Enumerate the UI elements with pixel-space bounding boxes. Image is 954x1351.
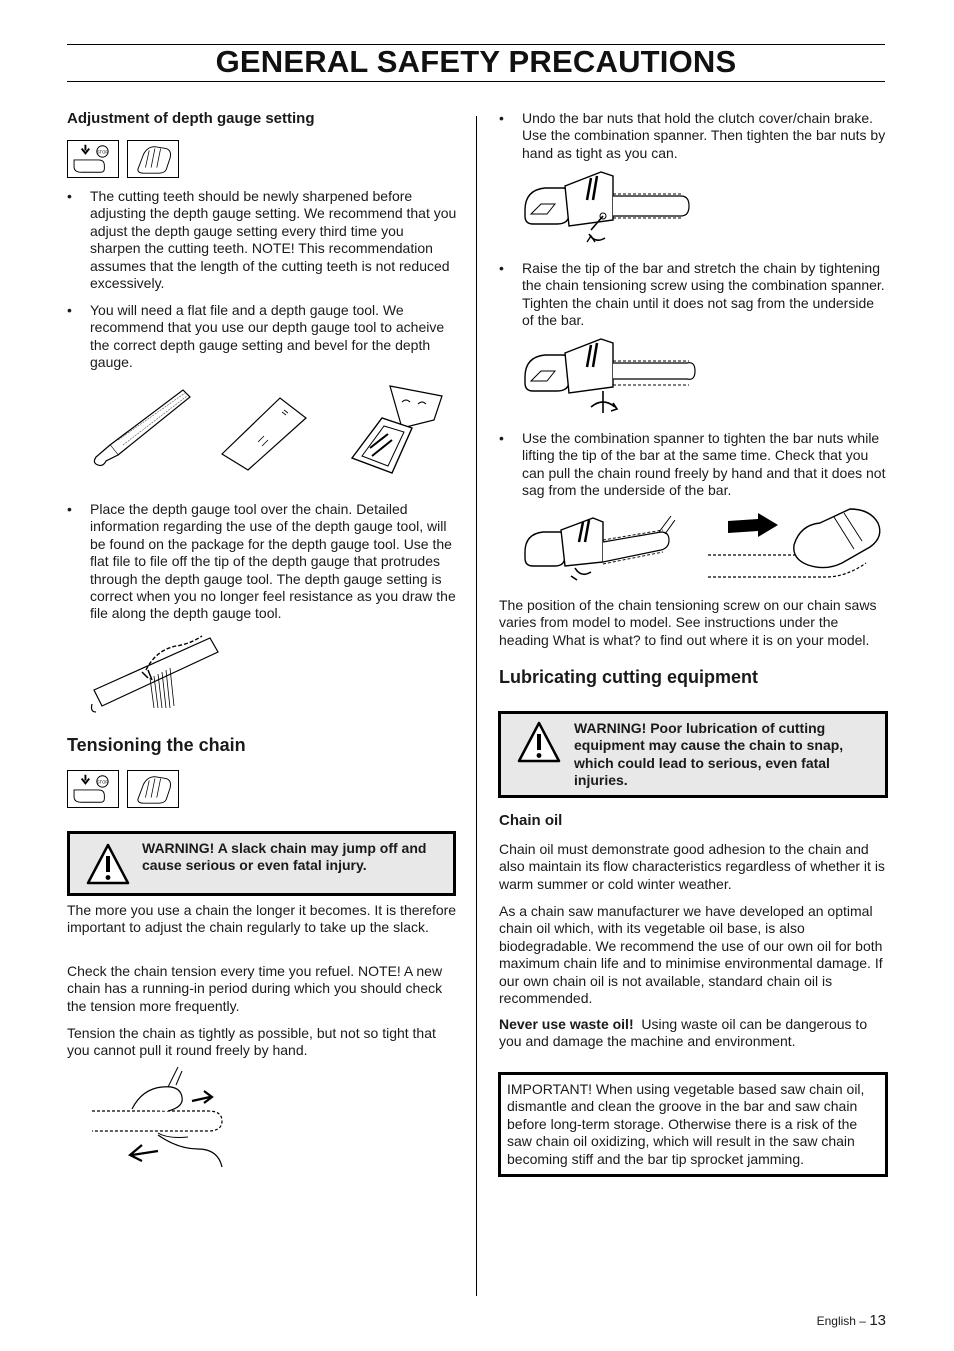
page-number: 13 [869, 1312, 886, 1329]
depth-gauge-heading: Adjustment of depth gauge setting [67, 110, 315, 127]
chain-oil-paragraph: As a chain saw manufacturer we have developed an optimal chain oil which, with its vegetable oil base, is also biodegradable. We recommend the use of our own oil for both maximum chain life and to minimise environmental damage. If our own chain oil is not available, standard chain oil is recommended. [499, 903, 883, 1007]
column-divider [476, 116, 477, 1296]
stop-label: STOP [96, 779, 109, 785]
glove-icon [127, 140, 179, 178]
flat-file-illustration [88, 385, 198, 470]
chainsaw-tensioning-screw-illustration [521, 335, 701, 417]
depth-gauge-on-chain-illustration [90, 630, 225, 718]
hand-pulling-chain-illustration [88, 1065, 238, 1170]
page-footer: English – 13 [816, 1312, 886, 1329]
hand-checking-chain-illustration [706, 505, 884, 585]
slack-chain-warning [67, 831, 456, 896]
chain-oil-heading: Chain oil [499, 812, 563, 829]
waste-oil-paragraph [499, 1016, 886, 1051]
stop-switch-icon [67, 140, 119, 178]
warning-triangle-icon [517, 720, 561, 764]
lubricating-heading: Lubricating cutting equipment [499, 667, 758, 687]
waste-oil-bold: Never use waste oil! [499, 1016, 634, 1032]
footer-language: English [816, 1314, 856, 1328]
stop-switch-icon [67, 770, 119, 808]
tension-paragraph: The more you use a chain the longer it becomes. It is therefore important to adjust the chain regularly to take up the slack. [67, 902, 457, 936]
chain-oil-paragraph: Chain oil must demonstrate good adhesion to the chain and also maintain its flow characteristics regardless of whether it is warm summer or cold winter weather. [499, 841, 885, 892]
glove-icon [127, 770, 179, 808]
tensioning-heading: Tensioning the chain [67, 735, 246, 755]
page-title: GENERAL SAFETY PRECAUTIONS [215, 44, 737, 79]
warning-triangle-icon [86, 842, 130, 886]
stop-label: STOP [96, 149, 109, 155]
tension-paragraph: Tension the chain as tightly as possible, but not so tight that you cannot pull it round freely by hand. [67, 1025, 436, 1059]
chainsaw-bar-nuts-illustration [521, 168, 696, 248]
warning-text: WARNING! Poor lubrication of cutting equipment may cause the chain to snap, which could lead to serious, even fatal injuries. [574, 720, 844, 789]
chainsaw-lift-tip-illustration [521, 512, 681, 584]
file-guide-illustration [342, 378, 450, 478]
depth-gauge-tool-illustration [218, 392, 310, 472]
waste-oil-text: Using waste oil can be dangerous to you and damage the machine and environment. [499, 1016, 868, 1050]
tensioning-screw-position-text: The position of the chain tensioning screw on our chain saws varies from model to model. See instructions under the heading What is what? to find out where it is on your model. [499, 597, 877, 648]
important-notice: IMPORTANT! When using vegetable based saw chain oil, dismantle and clean the groove in the bar and saw chain before long-term storage. Otherwise there is a risk of the saw chain oil oxidizing, which will result in the saw chain becoming stiff and the bar tip sprocket jamming. [498, 1072, 888, 1177]
tension-paragraph: Check the chain tension every time you refuel. NOTE! A new chain has a running-in period during which you should check the tension more frequently. [67, 963, 443, 1014]
header-bottom-rule [67, 81, 885, 82]
warning-text: WARNING! A slack chain may jump off and cause serious or even fatal injury. [142, 840, 427, 874]
lubrication-warning [498, 711, 888, 798]
